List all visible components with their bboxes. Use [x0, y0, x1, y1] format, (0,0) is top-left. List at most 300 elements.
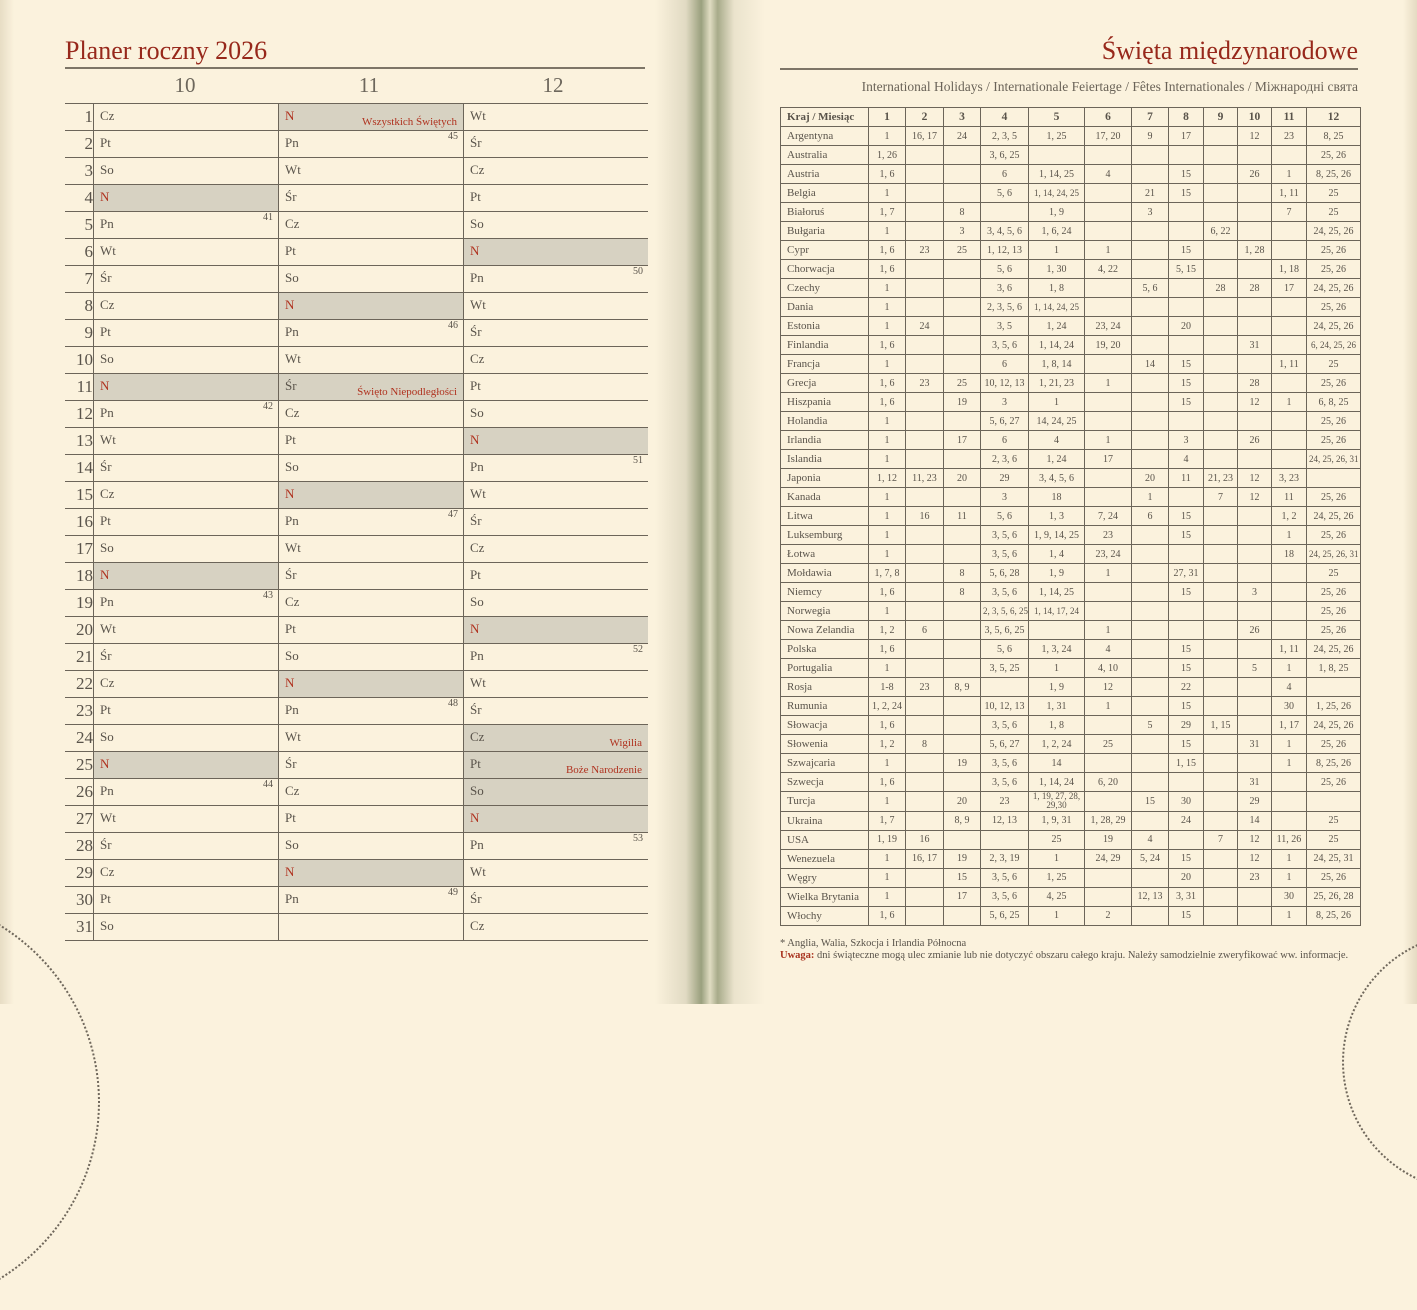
holiday-row	[781, 678, 1361, 697]
calendar-cell	[279, 428, 464, 455]
holiday-days-cell	[1132, 773, 1169, 792]
holiday-days-cell: 3, 5, 6	[981, 526, 1029, 545]
holiday-days-cell: 23	[1272, 127, 1307, 146]
holiday-days-cell: 25	[1085, 735, 1132, 754]
holiday-days-cell: 11, 26	[1272, 830, 1307, 849]
planner-row	[65, 266, 648, 293]
holiday-days-cell: 1, 19, 27, 28, 29,30	[1029, 792, 1085, 812]
holiday-days-cell: 1, 26	[869, 146, 906, 165]
holiday-days-cell: 5, 6	[981, 260, 1029, 279]
planner-row	[65, 914, 648, 941]
holiday-days-cell: 4	[1132, 830, 1169, 849]
holiday-days-cell: 31	[1238, 336, 1272, 355]
footnote-uk-regions: * Anglia, Walia, Szkocja i Irlandia Północna	[780, 938, 967, 949]
weekday-label: N	[100, 567, 110, 582]
holiday-days-cell	[1307, 469, 1361, 488]
holiday-days-cell: 24, 25, 26, 31	[1307, 450, 1361, 469]
weekday-label: N	[285, 297, 295, 312]
week-number: 45	[448, 131, 458, 142]
holiday-days-cell: 14	[1238, 811, 1272, 830]
holiday-days-cell: 1, 14, 24	[1029, 336, 1085, 355]
holiday-days-cell	[906, 906, 944, 925]
holiday-days-cell: 1, 8	[1029, 716, 1085, 735]
calendar-cell	[94, 374, 279, 401]
day-number: 23	[65, 698, 94, 725]
month-header-december: 12	[542, 73, 564, 97]
holiday-days-cell: 1, 15	[1169, 754, 1204, 773]
holiday-days-cell: 23, 24	[1085, 545, 1132, 564]
holiday-days-cell	[1132, 526, 1169, 545]
holiday-row	[781, 127, 1361, 146]
weekday-label: Pn	[285, 324, 299, 339]
holiday-days-cell: 6	[1132, 507, 1169, 526]
calendar-cell	[279, 185, 464, 212]
country-name: Portugalia	[781, 659, 869, 678]
country-name: Hiszpania	[781, 393, 869, 412]
holiday-days-cell	[1238, 564, 1272, 583]
holiday-days-cell: 15	[1169, 374, 1204, 393]
column-header-month: 7	[1132, 108, 1169, 127]
holiday-days-cell: 5, 6, 27	[981, 412, 1029, 431]
holiday-days-cell: 1, 9, 31	[1029, 811, 1085, 830]
holiday-days-cell: 31	[1238, 773, 1272, 792]
holiday-days-cell: 8	[944, 203, 981, 222]
holiday-days-cell	[1204, 393, 1238, 412]
calendar-cell	[464, 428, 649, 455]
holiday-days-cell	[906, 659, 944, 678]
planner-row	[65, 158, 648, 185]
weekday-label: Wt	[285, 729, 301, 744]
holiday-days-cell: 12	[1085, 678, 1132, 697]
weekday-label: Śr	[100, 648, 112, 663]
holiday-days-cell	[1238, 602, 1272, 621]
calendar-cell	[94, 752, 279, 779]
calendar-cell	[464, 644, 649, 671]
country-name: Łotwa	[781, 545, 869, 564]
holiday-days-cell: 6, 24, 25, 26	[1307, 336, 1361, 355]
holiday-days-cell	[1169, 621, 1204, 640]
holiday-days-cell	[1204, 165, 1238, 184]
holiday-days-cell	[1132, 431, 1169, 450]
holiday-days-cell	[1132, 450, 1169, 469]
weekday-label: Cz	[285, 594, 300, 609]
holiday-days-cell	[1238, 260, 1272, 279]
holiday-row	[781, 488, 1361, 507]
weekday-label: So	[470, 405, 484, 420]
planner-row	[65, 563, 648, 590]
holiday-days-cell	[1132, 165, 1169, 184]
country-name: Nowa Zelandia	[781, 621, 869, 640]
holiday-row	[781, 697, 1361, 716]
holiday-name: Wigilia	[609, 737, 642, 749]
column-header-month: 12	[1307, 108, 1361, 127]
holiday-days-cell: 14, 24, 25	[1029, 412, 1085, 431]
holiday-days-cell: 1, 14, 17, 24	[1029, 602, 1085, 621]
holiday-days-cell: 25, 26	[1307, 298, 1361, 317]
holiday-days-cell: 6	[981, 431, 1029, 450]
planner-row	[65, 104, 648, 131]
holiday-days-cell	[1132, 868, 1169, 887]
holiday-days-cell: 24, 29	[1085, 849, 1132, 868]
holiday-days-cell	[944, 659, 981, 678]
weekday-label: So	[100, 729, 114, 744]
holiday-days-cell: 12	[1238, 469, 1272, 488]
holiday-days-cell: 26	[1238, 431, 1272, 450]
holiday-days-cell	[1169, 279, 1204, 298]
holiday-days-cell: 1, 30	[1029, 260, 1085, 279]
holiday-days-cell: 25, 26	[1307, 241, 1361, 260]
holiday-days-cell	[1272, 564, 1307, 583]
country-name: Rosja	[781, 678, 869, 697]
holiday-days-cell: 1, 2	[869, 621, 906, 640]
holiday-days-cell: 15	[944, 868, 981, 887]
weekday-label: Wt	[100, 432, 116, 447]
week-number: 43	[263, 590, 273, 601]
country-name: Słowacja	[781, 716, 869, 735]
weekday-label: Śr	[285, 378, 297, 393]
calendar-cell	[279, 293, 464, 320]
holiday-days-cell	[1238, 146, 1272, 165]
weekday-label: Pn	[285, 135, 299, 150]
holiday-row	[781, 830, 1361, 849]
holiday-days-cell	[1307, 792, 1361, 812]
holiday-days-cell	[944, 165, 981, 184]
planner-row	[65, 833, 648, 860]
holiday-days-cell: 8, 9	[944, 811, 981, 830]
calendar-cell	[464, 347, 649, 374]
holiday-days-cell: 1	[869, 431, 906, 450]
holiday-days-cell	[1169, 298, 1204, 317]
holiday-days-cell: 1	[869, 887, 906, 906]
holiday-days-cell: 16	[906, 507, 944, 526]
weekday-label: So	[100, 351, 114, 366]
holiday-days-cell: 1	[1029, 659, 1085, 678]
holiday-days-cell	[944, 260, 981, 279]
holiday-days-cell: 1-8	[869, 678, 906, 697]
calendar-cell	[279, 779, 464, 806]
left-page-edge	[0, 0, 14, 1004]
holiday-days-cell: 3	[981, 393, 1029, 412]
holiday-days-cell	[1204, 298, 1238, 317]
weekday-label: Śr	[470, 135, 482, 150]
holiday-days-cell: 1, 8, 25	[1307, 659, 1361, 678]
holiday-days-cell	[1204, 127, 1238, 146]
column-header-month: 3	[944, 108, 981, 127]
left-page-title: Planer roczny 2026	[65, 36, 268, 65]
holiday-days-cell: 1, 4	[1029, 545, 1085, 564]
holiday-days-cell: 1, 7	[869, 811, 906, 830]
holiday-days-cell	[1238, 184, 1272, 203]
calendar-cell	[279, 698, 464, 725]
holiday-days-cell	[1132, 754, 1169, 773]
holiday-days-cell: 15	[1132, 792, 1169, 812]
holiday-days-cell: 17, 20	[1085, 127, 1132, 146]
calendar-cell	[279, 725, 464, 752]
holiday-days-cell	[1204, 184, 1238, 203]
column-header-month: 10	[1238, 108, 1272, 127]
calendar-cell	[464, 590, 649, 617]
weekday-label: Pt	[470, 567, 481, 582]
calendar-cell	[464, 158, 649, 185]
holiday-days-cell: 1	[869, 317, 906, 336]
weekday-label: N	[285, 108, 295, 123]
month-header-november: 11	[358, 73, 380, 97]
holiday-days-cell: 1, 17	[1272, 716, 1307, 735]
holiday-days-cell: 1, 19	[869, 830, 906, 849]
holiday-row	[781, 393, 1361, 412]
holiday-days-cell: 8, 25, 26	[1307, 165, 1361, 184]
corner-arc-decoration-left	[0, 894, 100, 1310]
holiday-days-cell	[1204, 811, 1238, 830]
week-number: 42	[263, 401, 273, 412]
weekday-label: N	[285, 675, 295, 690]
weekday-label: Pt	[470, 756, 481, 771]
holiday-days-cell: 8, 25, 26	[1307, 906, 1361, 925]
holiday-days-cell: 1	[1272, 868, 1307, 887]
holiday-days-cell: 2, 3, 6	[981, 450, 1029, 469]
holiday-days-cell: 25, 26	[1307, 583, 1361, 602]
day-number: 22	[65, 671, 94, 698]
planner-row	[65, 644, 648, 671]
right-title-rule	[780, 68, 1358, 70]
holiday-days-cell	[1238, 317, 1272, 336]
holiday-days-cell	[1085, 279, 1132, 298]
calendar-cell	[464, 455, 649, 482]
calendar-cell	[279, 455, 464, 482]
holiday-row	[781, 849, 1361, 868]
holiday-days-cell	[1169, 773, 1204, 792]
right-page-edge	[1403, 0, 1417, 1004]
day-number: 20	[65, 617, 94, 644]
day-number: 6	[65, 239, 94, 266]
holiday-days-cell: 15	[1169, 393, 1204, 412]
weekday-label: Wt	[470, 675, 486, 690]
calendar-cell	[94, 104, 279, 131]
holiday-days-cell: 1, 14, 24, 25	[1029, 298, 1085, 317]
holiday-days-cell	[1132, 659, 1169, 678]
holiday-days-cell: 1, 11	[1272, 355, 1307, 374]
holiday-days-cell	[1085, 146, 1132, 165]
calendar-cell	[94, 914, 279, 941]
holiday-days-cell	[1132, 317, 1169, 336]
holiday-days-cell: 3, 5	[981, 317, 1029, 336]
calendar-cell	[279, 644, 464, 671]
weekday-label: So	[470, 783, 484, 798]
holiday-days-cell: 1	[869, 298, 906, 317]
holiday-days-cell	[1204, 735, 1238, 754]
holiday-days-cell: 5, 6, 27	[981, 735, 1029, 754]
holiday-days-cell: 3, 31	[1169, 887, 1204, 906]
weekday-label: Śr	[470, 891, 482, 906]
holiday-days-cell: 3, 5, 25	[981, 659, 1029, 678]
holiday-days-cell: 25, 26	[1307, 773, 1361, 792]
holiday-days-cell: 12	[1238, 393, 1272, 412]
holiday-days-cell: 11	[1272, 488, 1307, 507]
country-name: Grecja	[781, 374, 869, 393]
holiday-days-cell	[1272, 336, 1307, 355]
holiday-days-cell	[944, 184, 981, 203]
holiday-days-cell	[1238, 906, 1272, 925]
weekday-label: So	[470, 216, 484, 231]
holidays-subtitle: International Holidays / Internationale Feiertage / Fêtes Internationales / Міжнародні свята	[861, 79, 1358, 94]
calendar-cell	[464, 536, 649, 563]
holiday-days-cell: 1, 12, 13	[981, 241, 1029, 260]
holiday-days-cell: 6	[981, 355, 1029, 374]
holiday-row	[781, 507, 1361, 526]
weekday-label: Cz	[470, 540, 485, 555]
calendar-cell	[464, 293, 649, 320]
calendar-cell	[279, 752, 464, 779]
weekday-label: Śr	[100, 837, 112, 852]
holiday-days-cell	[1085, 754, 1132, 773]
weekday-label: Pn	[470, 648, 484, 663]
holiday-row	[781, 887, 1361, 906]
holiday-days-cell: 24, 25, 31	[1307, 849, 1361, 868]
holiday-days-cell: 1	[1272, 165, 1307, 184]
holiday-days-cell	[1132, 222, 1169, 241]
calendar-cell	[94, 536, 279, 563]
holiday-days-cell: 1	[1085, 374, 1132, 393]
calendar-cell	[464, 671, 649, 698]
holiday-days-cell	[906, 697, 944, 716]
day-number: 11	[65, 374, 94, 401]
country-name: Wenezuela	[781, 849, 869, 868]
holiday-days-cell: 1, 25	[1029, 868, 1085, 887]
country-name: Argentyna	[781, 127, 869, 146]
holiday-days-cell: 1, 21, 23	[1029, 374, 1085, 393]
holiday-days-cell: 4	[1085, 640, 1132, 659]
weekday-label: Cz	[285, 405, 300, 420]
holiday-days-cell	[1238, 203, 1272, 222]
holiday-days-cell	[1238, 355, 1272, 374]
holiday-days-cell: 1, 2	[1272, 507, 1307, 526]
holiday-days-cell: 1, 24	[1029, 450, 1085, 469]
planner-row	[65, 779, 648, 806]
holiday-days-cell: 1, 14, 25	[1029, 583, 1085, 602]
holiday-days-cell: 1	[869, 355, 906, 374]
holiday-days-cell: 25	[1307, 355, 1361, 374]
holiday-days-cell	[1169, 222, 1204, 241]
holiday-days-cell	[1204, 564, 1238, 583]
holiday-days-cell	[906, 526, 944, 545]
week-number: 48	[448, 698, 458, 709]
calendar-cell	[464, 482, 649, 509]
holiday-days-cell	[1238, 887, 1272, 906]
holiday-days-cell: 1	[1272, 659, 1307, 678]
month-header-spacer	[65, 73, 93, 98]
holiday-days-cell	[1085, 412, 1132, 431]
holiday-days-cell: 5, 6	[1132, 279, 1169, 298]
holiday-row	[781, 564, 1361, 583]
holiday-days-cell	[1204, 792, 1238, 812]
weekday-label: Cz	[100, 864, 115, 879]
country-name: Szwajcaria	[781, 754, 869, 773]
holiday-row	[781, 621, 1361, 640]
holiday-days-cell	[1085, 393, 1132, 412]
day-number: 28	[65, 833, 94, 860]
holiday-days-cell	[1085, 355, 1132, 374]
calendar-cell	[279, 347, 464, 374]
planner-row	[65, 374, 648, 401]
holiday-days-cell	[1204, 317, 1238, 336]
column-header-month: 8	[1169, 108, 1204, 127]
holiday-days-cell: 20	[944, 469, 981, 488]
planner-row	[65, 320, 648, 347]
day-number: 16	[65, 509, 94, 536]
holiday-row	[781, 469, 1361, 488]
holiday-days-cell: 1, 6	[869, 165, 906, 184]
holiday-days-cell: 5, 6, 28	[981, 564, 1029, 583]
weekday-label: Cz	[100, 297, 115, 312]
calendar-cell	[94, 266, 279, 293]
holiday-days-cell: 3, 4, 5, 6	[981, 222, 1029, 241]
holiday-row	[781, 716, 1361, 735]
holiday-days-cell: 22	[1169, 678, 1204, 697]
country-name: Dania	[781, 298, 869, 317]
holiday-days-cell: 1	[1272, 393, 1307, 412]
country-name: Litwa	[781, 507, 869, 526]
holiday-row	[781, 583, 1361, 602]
day-number: 19	[65, 590, 94, 617]
holiday-days-cell	[1204, 355, 1238, 374]
holiday-days-cell: 1	[1085, 697, 1132, 716]
calendar-cell	[464, 104, 649, 131]
holiday-days-cell: 25	[1307, 811, 1361, 830]
holiday-days-cell	[1238, 298, 1272, 317]
holiday-days-cell: 1, 8, 14	[1029, 355, 1085, 374]
planner-row	[65, 131, 648, 158]
holiday-days-cell	[906, 355, 944, 374]
holiday-days-cell: 1	[869, 450, 906, 469]
planner-row	[65, 698, 648, 725]
planner-row	[65, 212, 648, 239]
calendar-cell	[464, 887, 649, 914]
holiday-days-cell: 17	[944, 887, 981, 906]
holiday-days-cell: 11	[1169, 469, 1204, 488]
day-number: 24	[65, 725, 94, 752]
holiday-days-cell	[1238, 545, 1272, 564]
holiday-days-cell: 1	[1085, 621, 1132, 640]
holiday-days-cell	[944, 640, 981, 659]
holiday-days-cell	[906, 412, 944, 431]
weekday-label: Wt	[285, 540, 301, 555]
country-name: Islandia	[781, 450, 869, 469]
holiday-days-cell	[906, 811, 944, 830]
weekday-label: Pt	[100, 513, 111, 528]
calendar-cell	[94, 158, 279, 185]
holiday-row	[781, 336, 1361, 355]
calendar-cell	[464, 806, 649, 833]
holiday-days-cell	[906, 792, 944, 812]
column-header-month: 5	[1029, 108, 1085, 127]
holiday-days-cell: 17	[1085, 450, 1132, 469]
calendar-cell	[464, 401, 649, 428]
holiday-days-cell	[1132, 621, 1169, 640]
holiday-days-cell	[1238, 697, 1272, 716]
holiday-days-cell	[1132, 640, 1169, 659]
holiday-days-cell	[906, 887, 944, 906]
planner-row	[65, 536, 648, 563]
right-page-title: Święta międzynarodowe	[1101, 36, 1358, 65]
holiday-days-cell	[1132, 545, 1169, 564]
holiday-days-cell	[1085, 222, 1132, 241]
day-number: 8	[65, 293, 94, 320]
calendar-cell	[464, 212, 649, 239]
calendar-cell	[94, 428, 279, 455]
holiday-days-cell	[906, 545, 944, 564]
holiday-days-cell: 3, 5, 6	[981, 773, 1029, 792]
holiday-days-cell: 24, 25, 26	[1307, 222, 1361, 241]
